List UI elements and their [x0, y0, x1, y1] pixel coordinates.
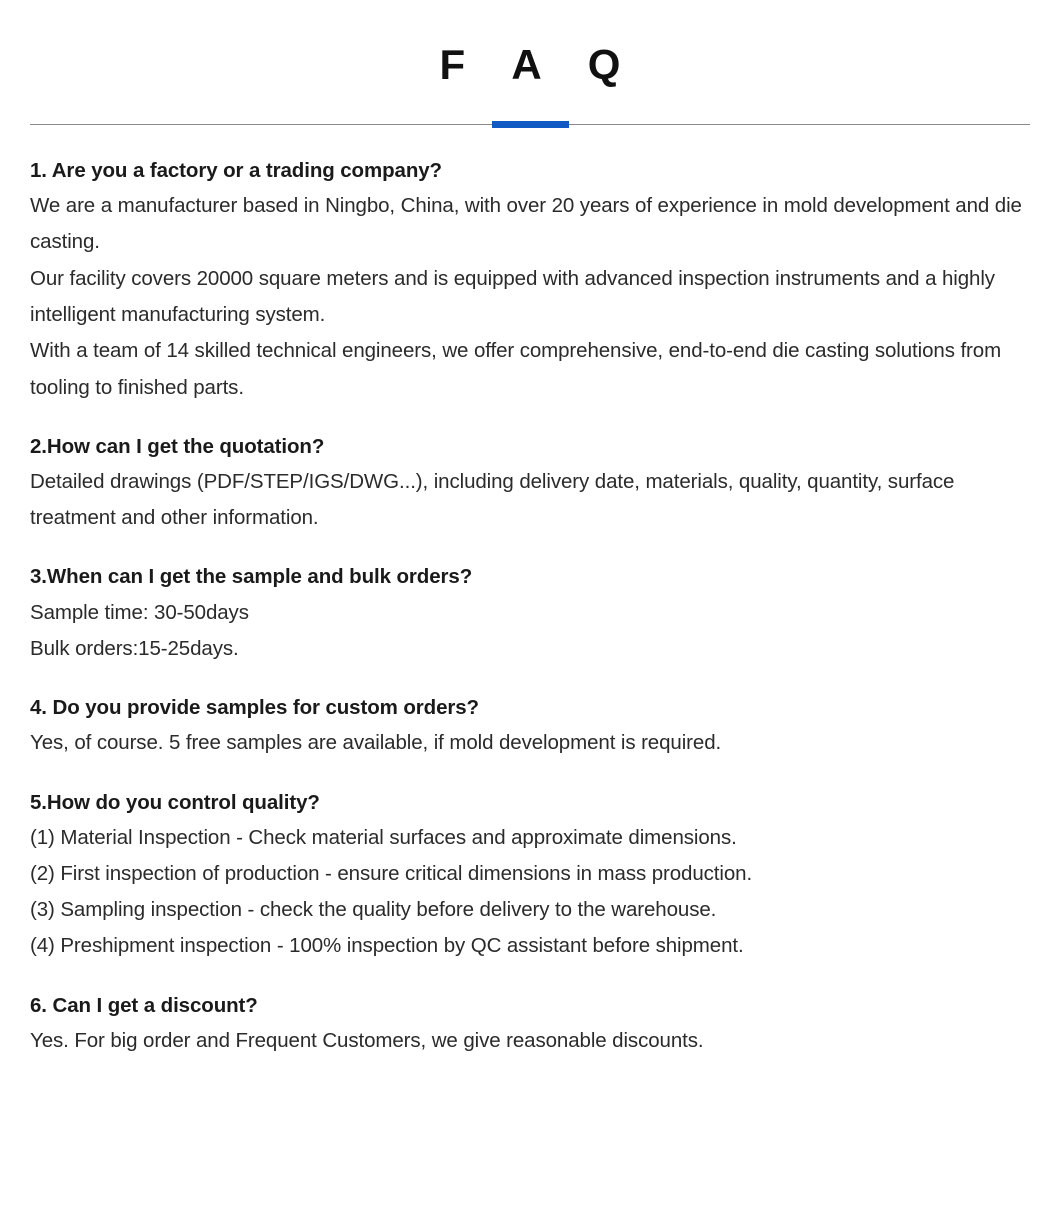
- header-accent-bar: [492, 121, 569, 128]
- faq-item: [30, 156, 1030, 406]
- faq-answer-line: Bulk orders:15-25days.: [30, 636, 239, 660]
- faq-answer-line: (1) Material Inspection - Check material surfaces and approximate dimensions.: [30, 825, 737, 849]
- faq-question: 6. Can I get a discount?: [30, 993, 258, 1017]
- faq-answer-line: With a team of 14 skilled technical engineers, we offer comprehensive, end-to-end die casting solutions from tooling to finished parts.: [30, 339, 1002, 399]
- faq-item: [30, 788, 1030, 965]
- faq-item: [30, 693, 1030, 761]
- faq-answer-line: (4) Preshipment inspection - 100% inspection by QC assistant before shipment.: [30, 934, 744, 958]
- faq-item: [30, 432, 1030, 537]
- faq-question: 1. Are you a factory or a trading company?: [30, 159, 442, 182]
- faq-question: 5.How do you control quality?: [30, 790, 320, 814]
- faq-item: [30, 562, 1030, 667]
- faq-item: [30, 991, 1030, 1059]
- faq-answer-line: (2) First inspection of production - ensure critical dimensions in mass production.: [30, 861, 753, 885]
- faq-answer-line: We are a manufacturer based in Ningbo, China, with over 20 years of experience in mold development and die casting.: [30, 194, 1022, 254]
- faq-list: [30, 156, 1030, 1059]
- faq-question: 3.When can I get the sample and bulk orders?: [30, 565, 473, 589]
- faq-answer-line: Detailed drawings (PDF/STEP/IGS/DWG...), including delivery date, materials, quality, quantity, surface treatment and other information.: [30, 469, 955, 530]
- faq-answer-line: Our facility covers 20000 square meters and is equipped with advanced inspection instruments and a highly intelligent manufacturing system.: [30, 266, 995, 326]
- faq-question: 2.How can I get the quotation?: [30, 434, 325, 458]
- faq-answer-line: Yes, of course. 5 free samples are available, if mold development is required.: [30, 731, 722, 755]
- faq-question: 4. Do you provide samples for custom orders?: [30, 696, 479, 720]
- faq-answer-line: Sample time: 30-50days: [30, 600, 249, 624]
- faq-answer-line: Yes. For big order and Frequent Customers, we give reasonable discounts.: [30, 1028, 704, 1052]
- faq-answer-line: (3) Sampling inspection - check the quality before delivery to the warehouse.: [30, 898, 717, 922]
- page-header: [0, 0, 1060, 128]
- page-title: F A Q: [439, 41, 639, 88]
